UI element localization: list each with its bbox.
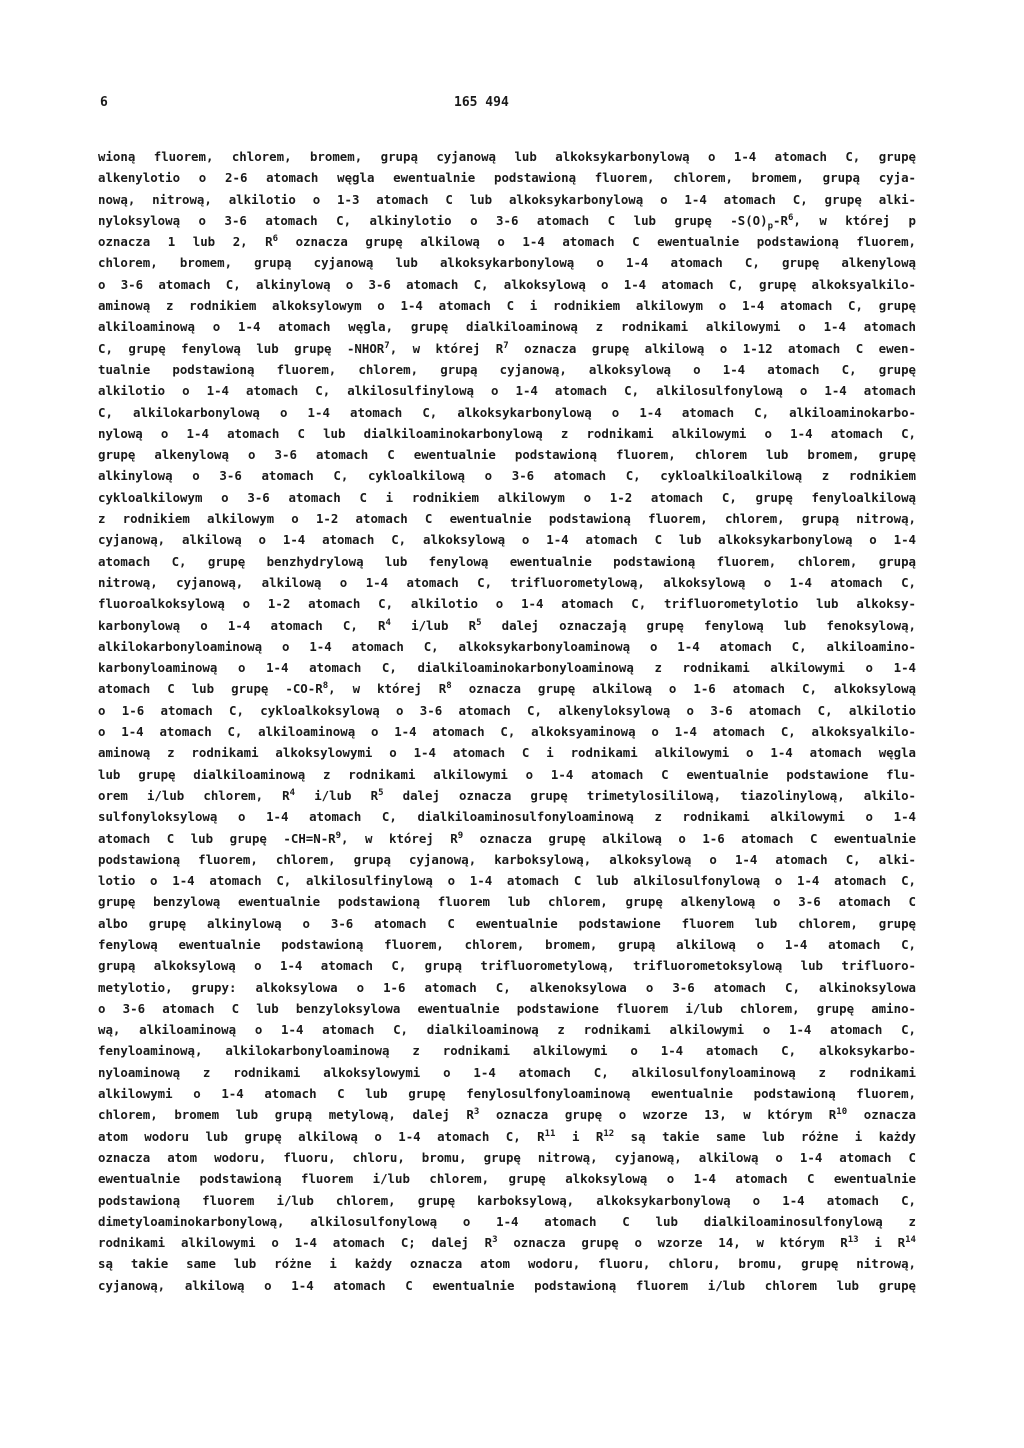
text-run: są takie same lub różne i każdy bbox=[614, 1128, 917, 1144]
text-run: oznacza grupę alkilową o 1-4 atomach C ewentualnie podstawioną fluorem, bbox=[278, 234, 917, 250]
text-run: chlorem, bromem lub grupą metylową, dalej R bbox=[98, 1107, 474, 1123]
text-run: atomach C lub grupę -CO-R bbox=[98, 681, 323, 697]
text-run: , w której R bbox=[328, 681, 447, 697]
text-run: podstawioną fluorem i/lub chlorem, grupę karboksylową, alkoksykarbonylową o 1-4 atomach C, bbox=[98, 1192, 916, 1208]
text-line bbox=[98, 913, 916, 934]
text-run: lotio o 1-4 atomach C, alkilosulfinylową o 1-4 atomach C lub alkilosulfonylową o 1-4 atomach C, bbox=[98, 873, 916, 889]
text-line bbox=[98, 1147, 916, 1168]
text-run: karbonyloaminową o 1-4 atomach C, dialkiloaminokarbonyloaminową z rodnikami alkilowymi o 1-4 bbox=[98, 660, 916, 676]
subscript: p bbox=[767, 221, 774, 232]
text-run: o 1-6 atomach C, cykloalkoksylową o 3-6 atomach C, alkenyloksylową o 3-6 atomach C, alkilotio bbox=[98, 702, 916, 718]
text-run: chlorem, bromem, grupą cyjanową lub alkoksykarbonylową o 1-4 atomach C, grupę alkenylową bbox=[98, 255, 916, 271]
text-run: oznacza 1 lub 2, R bbox=[98, 234, 273, 250]
text-line bbox=[98, 806, 916, 827]
text-line bbox=[98, 146, 916, 167]
text-line bbox=[98, 700, 916, 721]
text-run: ewentualnie podstawioną fluorem i/lub chlorem, grupę alkoksylową o 1-4 atomach C ewentualnie bbox=[98, 1171, 916, 1187]
superscript: 8 bbox=[446, 681, 452, 692]
text-run: oznacza bbox=[847, 1107, 916, 1123]
text-line bbox=[98, 764, 916, 785]
superscript: 13 bbox=[847, 1235, 859, 1246]
text-line bbox=[98, 593, 916, 614]
superscript: 6 bbox=[787, 212, 794, 223]
text-line bbox=[98, 742, 916, 763]
text-line bbox=[98, 657, 916, 678]
text-line bbox=[98, 338, 916, 359]
superscript: 14 bbox=[905, 1235, 916, 1246]
body-text bbox=[98, 146, 916, 1296]
text-run: alkilowymi o 1-4 atomach C lub grupę fenylosulfonyloaminową ewentualnie podstawioną fluorem, bbox=[98, 1086, 916, 1102]
text-run: dalej oznacza grupę trimetylosililową, tiazolinylową, alkilo- bbox=[383, 787, 917, 803]
text-run: cykloalkilowym o 3-6 atomach C i rodnikiem alkilowym o 1-2 atomach C, grupę fenyloalkilową bbox=[98, 489, 916, 505]
text-line bbox=[98, 423, 916, 444]
text-run: , w której p bbox=[793, 212, 916, 228]
text-line bbox=[98, 1040, 916, 1061]
superscript: 4 bbox=[289, 787, 296, 798]
text-run: alkilokarbonyloaminową o 1-4 atomach C, alkoksykarbonyloaminową o 1-4 atomach C, alkiloamino- bbox=[98, 638, 916, 654]
text-run: atomach C lub grupę -CH=N-R bbox=[98, 830, 336, 846]
text-line bbox=[98, 934, 916, 955]
text-run: albo grupę alkinylową o 3-6 atomach C ewentualnie podstawione fluorem lub chlorem, grupę bbox=[98, 915, 916, 931]
text-line bbox=[98, 167, 916, 188]
text-line bbox=[98, 1253, 916, 1274]
text-line bbox=[98, 508, 916, 529]
text-run: oznacza grupę o wzorze 14, w którym R bbox=[497, 1235, 848, 1251]
text-line bbox=[98, 529, 916, 550]
text-line bbox=[98, 465, 916, 486]
text-run: nyloksylową o 3-6 atomach C, alkinylotio o 3-6 atomach C lub grupę -S(O) bbox=[98, 212, 768, 228]
text-run: alkenylotio o 2-6 atomach węgla ewentualnie podstawioną fluorem, chlorem, bromem, grupą cyja- bbox=[98, 170, 916, 186]
text-line bbox=[98, 380, 916, 401]
text-line bbox=[98, 487, 916, 508]
text-run: cyjanową, alkilową o 1-4 atomach C ewentualnie podstawioną fluorem i/lub chlorem lub grupę bbox=[98, 1277, 916, 1293]
text-run: są takie same lub różne i każdy oznacza atom wodoru, fluoru, chloru, bromu, grupę nitrową, bbox=[98, 1256, 916, 1272]
text-run: nitrową, cyjanową, alkilową o 1-4 atomach C, trifluorometylową, alkoksylową o 1-4 atomach C, bbox=[98, 574, 916, 590]
text-line bbox=[98, 955, 916, 976]
text-line bbox=[98, 1083, 916, 1104]
text-run: grupę benzylową ewentualnie podstawioną fluorem lub chlorem, grupę alkenylową o 3-6 atomach C bbox=[98, 894, 916, 910]
text-run: nyloaminową z rodnikami alkoksylowymi o 1-4 atomach C, alkilosulfonyloaminową z rodnikami bbox=[98, 1064, 916, 1080]
text-run: karbonylową o 1-4 atomach C, R bbox=[98, 617, 386, 633]
text-run: rodnikami alkilowymi o 1-4 atomach C; dalej R bbox=[98, 1235, 493, 1251]
text-run: oznacza atom wodoru, fluoru, chloru, bromu, grupę nitrową, cyjanową, alkilową o 1-4 atomach C bbox=[98, 1149, 916, 1165]
text-line bbox=[98, 1232, 916, 1253]
text-line bbox=[98, 977, 916, 998]
text-run: dimetyloaminokarbonylową, alkilosulfonylową o 1-4 atomach C lub dialkiloaminosulfonylową z bbox=[98, 1213, 916, 1229]
text-run: atom wodoru lub grupę alkilową o 1-4 atomach C, R bbox=[98, 1128, 545, 1144]
text-run: alkilotio o 1-4 atomach C, alkilosulfinylową o 1-4 atomach C, alkilosulfonylową o 1-4 atomach bbox=[98, 383, 916, 399]
text-line bbox=[98, 891, 916, 912]
text-run: grupę alkenylową o 3-6 atomach C ewentualnie podstawioną fluorem, chlorem lub bromem, grupę bbox=[98, 447, 916, 463]
superscript: 9 bbox=[335, 830, 342, 841]
text-run: fenylową ewentualnie podstawioną fluorem, chlorem, bromem, grupą alkilową o 1-4 atomach C, bbox=[98, 936, 916, 952]
text-line bbox=[98, 849, 916, 870]
text-run: i/lub R bbox=[295, 787, 379, 803]
text-line bbox=[98, 828, 916, 849]
text-line bbox=[98, 402, 916, 423]
text-run: atomach C, grupę benzhydrylową lub fenylową ewentualnie podstawioną fluorem, chlorem, grupą bbox=[98, 553, 916, 569]
superscript: 5 bbox=[378, 787, 384, 798]
text-run: oznacza grupę alkilową o 1-12 atomach C ewen- bbox=[508, 340, 916, 356]
text-run: wą, alkiloaminową o 1-4 atomach C, dialkiloaminową z rodnikami alkilowymi o 1-4 atomach C, bbox=[98, 1022, 916, 1038]
text-line bbox=[98, 1019, 916, 1040]
text-run: oznacza grupę alkilową o 1-6 atomach C, alkoksylową bbox=[451, 681, 916, 697]
superscript: 7 bbox=[503, 340, 509, 351]
superscript: 3 bbox=[473, 1107, 480, 1118]
text-run: sulfonyloksylową o 1-4 atomach C, dialkiloaminosulfonyloaminową z rodnikami alkilowymi o 1-4 bbox=[98, 809, 916, 825]
text-run: z rodnikiem alkilowym o 1-2 atomach C ewentualnie podstawioną fluorem, chlorem, grupą nitrową, bbox=[98, 511, 916, 527]
text-run: wioną fluorem, chlorem, bromem, grupą cyjanową lub alkoksykarbonylową o 1-4 atomach C, grupę bbox=[98, 149, 916, 164]
text-line bbox=[98, 252, 916, 273]
superscript: 12 bbox=[603, 1128, 615, 1139]
text-run: nową, nitrową, alkilotio o 1-3 atomach C lub alkoksykarbonylową o 1-4 atomach C, grupę alki- bbox=[98, 191, 916, 207]
text-run: lub grupę dialkiloaminową z rodnikami alkilowymi o 1-4 atomach C ewentualnie podstawione flu- bbox=[98, 766, 916, 782]
text-line bbox=[98, 210, 916, 231]
text-run: alkinylową o 3-6 atomach C, cykloalkilową o 3-6 atomach C, cykloalkiloalkilową z rodnikiem bbox=[98, 468, 916, 484]
text-run: aminową z rodnikami alkoksylowymi o 1-4 atomach C i rodnikami alkilowymi o 1-4 atomach węgla bbox=[98, 745, 916, 761]
text-run: aminową z rodnikiem alkoksylowym o 1-4 atomach C i rodnikiem alkilowym o 1-4 atomach C, grupę bbox=[98, 298, 916, 314]
text-run: o 3-6 atomach C, alkinylową o 3-6 atomach C, alkoksylową o 1-4 atomach C, grupę alkoksyalkilo- bbox=[98, 276, 916, 292]
text-run: metylotio, grupy: alkoksylowa o 1-6 atomach C, alkenoksylowa o 3-6 atomach C, alkinoksylowa bbox=[98, 979, 916, 995]
text-line bbox=[98, 316, 916, 337]
text-line bbox=[98, 1126, 916, 1147]
text-line bbox=[98, 998, 916, 1019]
text-run: i/lub R bbox=[390, 617, 477, 633]
text-line bbox=[98, 636, 916, 657]
text-run: oznacza grupę o wzorze 13, w którym R bbox=[479, 1107, 837, 1123]
superscript: 10 bbox=[836, 1107, 848, 1118]
text-run: tualnie podstawioną fluorem, chlorem, grupą cyjanową, alkoksylową o 1-4 atomach C, grupę bbox=[98, 361, 916, 377]
text-line bbox=[98, 359, 916, 380]
text-line bbox=[98, 295, 916, 316]
text-run: podstawioną fluorem, chlorem, grupą cyjanową, karboksylową, alkoksylową o 1-4 atomach C, alki- bbox=[98, 851, 916, 867]
text-line bbox=[98, 678, 916, 699]
text-run: fluoroalkoksylową o 1-2 atomach C, alkilotio o 1-4 atomach C, trifluorometylotio lub alkoksy- bbox=[98, 596, 916, 612]
text-line bbox=[98, 1168, 916, 1189]
text-line bbox=[98, 1104, 916, 1125]
text-run: fenyloaminową, alkilokarbonyloaminową z rodnikami alkilowymi o 1-4 atomach C, alkoksykarbo- bbox=[98, 1043, 916, 1059]
text-run: , w której R bbox=[389, 340, 504, 356]
text-line bbox=[98, 551, 916, 572]
superscript: 3 bbox=[492, 1235, 498, 1246]
text-line bbox=[98, 1211, 916, 1232]
superscript: 11 bbox=[544, 1128, 556, 1139]
superscript: 9 bbox=[457, 830, 464, 841]
text-run: orem i/lub chlorem, R bbox=[98, 787, 290, 803]
text-line bbox=[98, 785, 916, 806]
text-line bbox=[98, 1190, 916, 1211]
text-run: , w której R bbox=[341, 830, 458, 846]
text-line bbox=[98, 870, 916, 891]
text-run: alkiloaminową o 1-4 atomach węgla, grupę dialkiloaminową z rodnikami alkilowymi o 1-4 atomach bbox=[98, 319, 916, 335]
superscript: 7 bbox=[384, 340, 390, 351]
superscript: 8 bbox=[322, 681, 329, 692]
text-run: cyjanową, alkilową o 1-4 atomach C, alkoksylową o 1-4 atomach C lub alkoksykarbonylową o 1-4 bbox=[98, 532, 916, 548]
text-line bbox=[98, 274, 916, 295]
page-number: 6 bbox=[100, 95, 108, 110]
text-line bbox=[98, 721, 916, 742]
text-run: -R bbox=[773, 212, 788, 228]
text-run: grupą alkoksylową o 1-4 atomach C, grupą trifluorometylową, trifluorometoksylową lub trifluoro- bbox=[98, 958, 916, 974]
text-run: dalej oznaczają grupę fenylową lub fenoksylową, bbox=[481, 617, 916, 633]
text-line bbox=[98, 189, 916, 210]
text-line bbox=[98, 615, 916, 636]
text-run: i R bbox=[555, 1128, 604, 1144]
text-run: oznacza grupę alkilową o 1-6 atomach C ewentualnie bbox=[463, 830, 916, 846]
text-line bbox=[98, 231, 916, 252]
text-run: C, alkilokarbonylową o 1-4 atomach C, alkoksykarbonylową o 1-4 atomach C, alkiloaminokarbo- bbox=[98, 404, 916, 420]
document-number: 165 494 bbox=[454, 95, 509, 110]
text-run: i R bbox=[858, 1235, 906, 1251]
text-run: o 3-6 atomach C lub benzyloksylowa ewentualnie podstawione fluorem i/lub chlorem, grupę amino- bbox=[98, 1000, 916, 1016]
superscript: 4 bbox=[385, 617, 391, 628]
superscript: 6 bbox=[272, 234, 279, 245]
text-run: C, grupę fenylową lub grupę -NHOR bbox=[98, 340, 385, 356]
text-line bbox=[98, 1275, 916, 1296]
text-line bbox=[98, 444, 916, 465]
text-run: o 1-4 atomach C, alkiloaminową o 1-4 atomach C, alkoksyaminową o 1-4 atomach C, alkoksyalkilo- bbox=[98, 724, 916, 740]
superscript: 5 bbox=[476, 617, 482, 628]
text-line bbox=[98, 572, 916, 593]
text-line bbox=[98, 1062, 916, 1083]
text-run: nylową o 1-4 atomach C lub dialkiloaminokarbonylową z rodnikami alkilowymi o 1-4 atomach C, bbox=[98, 425, 916, 441]
